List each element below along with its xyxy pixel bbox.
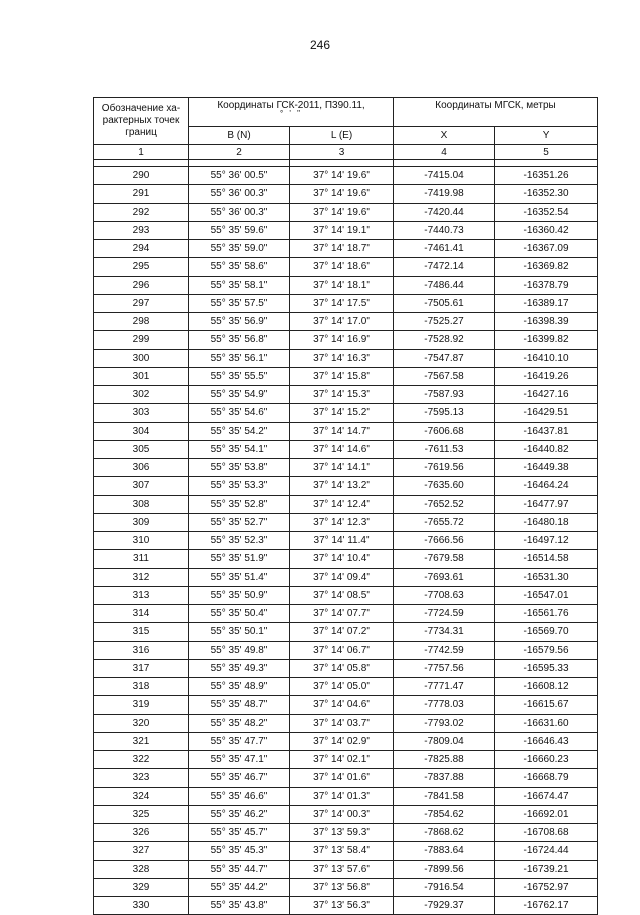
longitude-cell: 37° 14' 13.2" [290, 477, 394, 495]
y-coordinate-cell: -16429.51 [495, 404, 598, 422]
header-col-l: L (E) [290, 127, 394, 145]
latitude-cell: 55° 35' 59.0" [189, 240, 290, 258]
header-gsk-group [189, 98, 394, 127]
header-col-x: X [394, 127, 495, 145]
point-id-cell: 294 [94, 240, 189, 258]
header-gsk-title: Координаты ГСК-2011, П390.11, [217, 100, 365, 111]
latitude-cell: 55° 35' 58.1" [189, 276, 290, 294]
point-id-cell: 322 [94, 751, 189, 769]
x-coordinate-cell: -7440.73 [394, 221, 495, 239]
x-coordinate-cell: -7899.56 [394, 860, 495, 878]
x-coordinate-cell: -7595.13 [394, 404, 495, 422]
latitude-cell: 55° 35' 46.2" [189, 805, 290, 823]
point-id-cell: 302 [94, 386, 189, 404]
latitude-cell: 55° 35' 58.6" [189, 258, 290, 276]
latitude-cell: 55° 35' 44.7" [189, 860, 290, 878]
x-coordinate-cell: -7742.59 [394, 641, 495, 659]
point-id-cell: 291 [94, 185, 189, 203]
table-row [94, 495, 598, 513]
table-row [94, 240, 598, 258]
x-coordinate-cell: -7757.56 [394, 659, 495, 677]
x-coordinate-cell: -7655.72 [394, 513, 495, 531]
y-coordinate-cell: -16449.38 [495, 459, 598, 477]
latitude-cell: 55° 35' 53.8" [189, 459, 290, 477]
longitude-cell: 37° 14' 07.7" [290, 605, 394, 623]
x-coordinate-cell: -7841.58 [394, 787, 495, 805]
x-coordinate-cell: -7461.41 [394, 240, 495, 258]
longitude-cell: 37° 14' 03.7" [290, 714, 394, 732]
latitude-cell: 55° 35' 54.6" [189, 404, 290, 422]
x-coordinate-cell: -7567.58 [394, 367, 495, 385]
table-row [94, 276, 598, 294]
x-coordinate-cell: -7883.64 [394, 842, 495, 860]
y-coordinate-cell: -16352.30 [495, 185, 598, 203]
longitude-cell: 37° 14' 19.1" [290, 221, 394, 239]
table-row [94, 349, 598, 367]
y-coordinate-cell: -16668.79 [495, 769, 598, 787]
y-coordinate-cell: -16739.21 [495, 860, 598, 878]
longitude-cell: 37° 14' 18.7" [290, 240, 394, 258]
table-row [94, 221, 598, 239]
longitude-cell: 37° 14' 14.6" [290, 440, 394, 458]
table-row [94, 641, 598, 659]
longitude-cell: 37° 14' 16.3" [290, 349, 394, 367]
x-coordinate-cell: -7528.92 [394, 331, 495, 349]
y-coordinate-cell: -16752.97 [495, 878, 598, 896]
x-coordinate-cell: -7652.52 [394, 495, 495, 513]
point-id-cell: 297 [94, 294, 189, 312]
table-row [94, 678, 598, 696]
longitude-cell: 37° 14' 10.4" [290, 550, 394, 568]
y-coordinate-cell: -16464.24 [495, 477, 598, 495]
point-id-cell: 313 [94, 586, 189, 604]
longitude-cell: 37° 14' 18.6" [290, 258, 394, 276]
longitude-cell: 37° 14' 15.3" [290, 386, 394, 404]
point-id-cell: 290 [94, 167, 189, 185]
point-id-cell: 303 [94, 404, 189, 422]
point-id-cell: 306 [94, 459, 189, 477]
y-coordinate-cell: -16480.18 [495, 513, 598, 531]
x-coordinate-cell: -7679.58 [394, 550, 495, 568]
table-row [94, 422, 598, 440]
longitude-cell: 37° 13' 56.3" [290, 897, 394, 915]
latitude-cell: 55° 35' 51.9" [189, 550, 290, 568]
header-col-y: Y [495, 127, 598, 145]
latitude-cell: 55° 35' 48.9" [189, 678, 290, 696]
table-row [94, 440, 598, 458]
y-coordinate-cell: -16569.70 [495, 623, 598, 641]
table-row [94, 477, 598, 495]
longitude-cell: 37° 14' 12.3" [290, 513, 394, 531]
point-id-cell: 304 [94, 422, 189, 440]
table-row [94, 404, 598, 422]
point-id-cell: 321 [94, 732, 189, 750]
header-gsk-units: ° ' " [280, 109, 303, 118]
x-coordinate-cell: -7525.27 [394, 313, 495, 331]
latitude-cell: 55° 35' 52.8" [189, 495, 290, 513]
header-col-b: B (N) [189, 127, 290, 145]
latitude-cell: 55° 35' 52.7" [189, 513, 290, 531]
latitude-cell: 55° 35' 43.8" [189, 897, 290, 915]
point-id-cell: 299 [94, 331, 189, 349]
y-coordinate-cell: -16398.39 [495, 313, 598, 331]
longitude-cell: 37° 14' 19.6" [290, 167, 394, 185]
page-number: 246 [309, 38, 331, 52]
longitude-cell: 37° 14' 19.6" [290, 203, 394, 221]
table-row [94, 167, 598, 185]
y-coordinate-cell: -16360.42 [495, 221, 598, 239]
latitude-cell: 55° 35' 44.2" [189, 878, 290, 896]
x-coordinate-cell: -7837.88 [394, 769, 495, 787]
y-coordinate-cell: -16369.82 [495, 258, 598, 276]
table-row [94, 696, 598, 714]
x-coordinate-cell: -7854.62 [394, 805, 495, 823]
x-coordinate-cell: -7693.61 [394, 568, 495, 586]
x-coordinate-cell: -7793.02 [394, 714, 495, 732]
point-id-cell: 316 [94, 641, 189, 659]
longitude-cell: 37° 14' 15.8" [290, 367, 394, 385]
table-row [94, 842, 598, 860]
longitude-cell: 37° 14' 01.3" [290, 787, 394, 805]
point-id-cell: 295 [94, 258, 189, 276]
latitude-cell: 55° 35' 54.1" [189, 440, 290, 458]
x-coordinate-cell: -7486.44 [394, 276, 495, 294]
point-id-cell: 296 [94, 276, 189, 294]
latitude-cell: 55° 35' 45.3" [189, 842, 290, 860]
coordinates-table [93, 97, 598, 915]
y-coordinate-cell: -16514.58 [495, 550, 598, 568]
x-coordinate-cell: -7929.37 [394, 897, 495, 915]
x-coordinate-cell: -7868.62 [394, 824, 495, 842]
longitude-cell: 37° 13' 57.6" [290, 860, 394, 878]
table-row [94, 331, 598, 349]
longitude-cell: 37° 14' 11.4" [290, 532, 394, 550]
latitude-cell: 55° 36' 00.3" [189, 185, 290, 203]
x-coordinate-cell: -7708.63 [394, 586, 495, 604]
longitude-cell: 37° 14' 16.9" [290, 331, 394, 349]
longitude-cell: 37° 14' 17.5" [290, 294, 394, 312]
latitude-cell: 55° 35' 49.8" [189, 641, 290, 659]
y-coordinate-cell: -16410.10 [495, 349, 598, 367]
point-id-cell: 305 [94, 440, 189, 458]
y-coordinate-cell: -16427.16 [495, 386, 598, 404]
x-coordinate-cell: -7606.68 [394, 422, 495, 440]
latitude-cell: 55° 35' 57.5" [189, 294, 290, 312]
y-coordinate-cell: -16692.01 [495, 805, 598, 823]
table-row [94, 367, 598, 385]
point-id-cell: 292 [94, 203, 189, 221]
point-id-cell: 323 [94, 769, 189, 787]
x-coordinate-cell: -7635.60 [394, 477, 495, 495]
x-coordinate-cell: -7666.56 [394, 532, 495, 550]
x-coordinate-cell: -7771.47 [394, 678, 495, 696]
longitude-cell: 37° 13' 59.3" [290, 824, 394, 842]
latitude-cell: 55° 35' 48.2" [189, 714, 290, 732]
latitude-cell: 55° 35' 46.7" [189, 769, 290, 787]
y-coordinate-cell: -16389.17 [495, 294, 598, 312]
header-num-2: 2 [189, 145, 290, 160]
longitude-cell: 37° 14' 15.2" [290, 404, 394, 422]
table-row [94, 878, 598, 896]
table-row [94, 203, 598, 221]
latitude-cell: 55° 35' 56.8" [189, 331, 290, 349]
x-coordinate-cell: -7724.59 [394, 605, 495, 623]
y-coordinate-cell: -16674.47 [495, 787, 598, 805]
table-row [94, 513, 598, 531]
table-row [94, 897, 598, 915]
point-id-cell: 325 [94, 805, 189, 823]
point-id-cell: 328 [94, 860, 189, 878]
latitude-cell: 55° 36' 00.3" [189, 203, 290, 221]
longitude-cell: 37° 14' 01.6" [290, 769, 394, 787]
y-coordinate-cell: -16660.23 [495, 751, 598, 769]
header-num-5: 5 [495, 145, 598, 160]
longitude-cell: 37° 14' 06.7" [290, 641, 394, 659]
latitude-cell: 55° 35' 54.2" [189, 422, 290, 440]
x-coordinate-cell: -7587.93 [394, 386, 495, 404]
point-id-cell: 301 [94, 367, 189, 385]
point-id-cell: 312 [94, 568, 189, 586]
point-id-cell: 298 [94, 313, 189, 331]
header-num-3: 3 [290, 145, 394, 160]
longitude-cell: 37° 14' 08.5" [290, 586, 394, 604]
longitude-cell: 37° 14' 14.1" [290, 459, 394, 477]
point-id-cell: 320 [94, 714, 189, 732]
latitude-cell: 55° 35' 56.1" [189, 349, 290, 367]
latitude-cell: 55° 35' 50.4" [189, 605, 290, 623]
point-id-cell: 327 [94, 842, 189, 860]
longitude-cell: 37° 14' 02.1" [290, 751, 394, 769]
longitude-cell: 37° 13' 56.8" [290, 878, 394, 896]
latitude-cell: 55° 35' 47.7" [189, 732, 290, 750]
table-row [94, 605, 598, 623]
longitude-cell: 37° 13' 58.4" [290, 842, 394, 860]
header-num-4: 4 [394, 145, 495, 160]
table-row [94, 805, 598, 823]
longitude-cell: 37° 14' 12.4" [290, 495, 394, 513]
table-row [94, 787, 598, 805]
x-coordinate-cell: -7825.88 [394, 751, 495, 769]
x-coordinate-cell: -7472.14 [394, 258, 495, 276]
latitude-cell: 55° 35' 50.9" [189, 586, 290, 604]
table-row [94, 185, 598, 203]
table-body [94, 160, 598, 915]
x-coordinate-cell: -7916.54 [394, 878, 495, 896]
table-row [94, 386, 598, 404]
table-row [94, 258, 598, 276]
y-coordinate-cell: -16615.67 [495, 696, 598, 714]
latitude-cell: 55° 35' 47.1" [189, 751, 290, 769]
longitude-cell: 37° 14' 00.3" [290, 805, 394, 823]
x-coordinate-cell: -7415.04 [394, 167, 495, 185]
y-coordinate-cell: -16724.44 [495, 842, 598, 860]
y-coordinate-cell: -16440.82 [495, 440, 598, 458]
latitude-cell: 55° 35' 53.3" [189, 477, 290, 495]
table-row [94, 751, 598, 769]
point-id-cell: 324 [94, 787, 189, 805]
y-coordinate-cell: -16531.30 [495, 568, 598, 586]
y-coordinate-cell: -16399.82 [495, 331, 598, 349]
point-id-cell: 317 [94, 659, 189, 677]
latitude-cell: 55° 35' 55.5" [189, 367, 290, 385]
latitude-cell: 55° 35' 46.6" [189, 787, 290, 805]
latitude-cell: 55° 35' 51.4" [189, 568, 290, 586]
y-coordinate-cell: -16352.54 [495, 203, 598, 221]
y-coordinate-cell: -16561.76 [495, 605, 598, 623]
table-row [94, 550, 598, 568]
point-id-cell: 307 [94, 477, 189, 495]
table-row [94, 769, 598, 787]
point-id-cell: 329 [94, 878, 189, 896]
point-id-cell: 319 [94, 696, 189, 714]
y-coordinate-cell: -16351.26 [495, 167, 598, 185]
table-row [94, 824, 598, 842]
point-id-cell: 326 [94, 824, 189, 842]
y-coordinate-cell: -16646.43 [495, 732, 598, 750]
longitude-cell: 37° 14' 19.6" [290, 185, 394, 203]
y-coordinate-cell: -16497.12 [495, 532, 598, 550]
point-id-cell: 308 [94, 495, 189, 513]
table-row [94, 714, 598, 732]
longitude-cell: 37° 14' 05.0" [290, 678, 394, 696]
latitude-cell: 55° 36' 00.5" [189, 167, 290, 185]
table-row [94, 532, 598, 550]
point-id-cell: 293 [94, 221, 189, 239]
header-num-1: 1 [94, 145, 189, 160]
latitude-cell: 55° 35' 54.9" [189, 386, 290, 404]
y-coordinate-cell: -16547.01 [495, 586, 598, 604]
point-id-cell: 318 [94, 678, 189, 696]
point-id-cell: 311 [94, 550, 189, 568]
x-coordinate-cell: -7505.61 [394, 294, 495, 312]
y-coordinate-cell: -16419.26 [495, 367, 598, 385]
y-coordinate-cell: -16708.68 [495, 824, 598, 842]
y-coordinate-cell: -16595.33 [495, 659, 598, 677]
header-spacer-row [94, 160, 598, 167]
x-coordinate-cell: -7547.87 [394, 349, 495, 367]
latitude-cell: 55° 35' 56.9" [189, 313, 290, 331]
table-row [94, 659, 598, 677]
table-row [94, 294, 598, 312]
longitude-cell: 37° 14' 17.0" [290, 313, 394, 331]
longitude-cell: 37° 14' 07.2" [290, 623, 394, 641]
table-row [94, 732, 598, 750]
latitude-cell: 55° 35' 48.7" [189, 696, 290, 714]
table-row [94, 459, 598, 477]
table-row [94, 860, 598, 878]
point-id-cell: 314 [94, 605, 189, 623]
table-row [94, 568, 598, 586]
point-id-cell: 309 [94, 513, 189, 531]
header-mgsk-group: Координаты МГСК, метры [394, 98, 598, 127]
y-coordinate-cell: -16762.17 [495, 897, 598, 915]
longitude-cell: 37° 14' 02.9" [290, 732, 394, 750]
y-coordinate-cell: -16378.79 [495, 276, 598, 294]
point-id-cell: 300 [94, 349, 189, 367]
y-coordinate-cell: -16437.81 [495, 422, 598, 440]
x-coordinate-cell: -7734.31 [394, 623, 495, 641]
y-coordinate-cell: -16608.12 [495, 678, 598, 696]
y-coordinate-cell: -16367.09 [495, 240, 598, 258]
point-id-cell: 315 [94, 623, 189, 641]
latitude-cell: 55° 35' 52.3" [189, 532, 290, 550]
latitude-cell: 55° 35' 50.1" [189, 623, 290, 641]
x-coordinate-cell: -7420.44 [394, 203, 495, 221]
x-coordinate-cell: -7419.98 [394, 185, 495, 203]
latitude-cell: 55° 35' 45.7" [189, 824, 290, 842]
latitude-cell: 55° 35' 59.6" [189, 221, 290, 239]
header-point-name: Обозначение ха-рактерных точек границ [94, 98, 189, 145]
table-row [94, 623, 598, 641]
table-row [94, 313, 598, 331]
point-id-cell: 310 [94, 532, 189, 550]
point-id-cell: 330 [94, 897, 189, 915]
x-coordinate-cell: -7778.03 [394, 696, 495, 714]
longitude-cell: 37° 14' 09.4" [290, 568, 394, 586]
x-coordinate-cell: -7809.04 [394, 732, 495, 750]
longitude-cell: 37° 14' 05.8" [290, 659, 394, 677]
x-coordinate-cell: -7611.53 [394, 440, 495, 458]
y-coordinate-cell: -16579.56 [495, 641, 598, 659]
x-coordinate-cell: -7619.56 [394, 459, 495, 477]
y-coordinate-cell: -16631.60 [495, 714, 598, 732]
table-header [94, 98, 598, 160]
longitude-cell: 37° 14' 04.6" [290, 696, 394, 714]
longitude-cell: 37° 14' 14.7" [290, 422, 394, 440]
latitude-cell: 55° 35' 49.3" [189, 659, 290, 677]
table-row [94, 586, 598, 604]
longitude-cell: 37° 14' 18.1" [290, 276, 394, 294]
y-coordinate-cell: -16477.97 [495, 495, 598, 513]
